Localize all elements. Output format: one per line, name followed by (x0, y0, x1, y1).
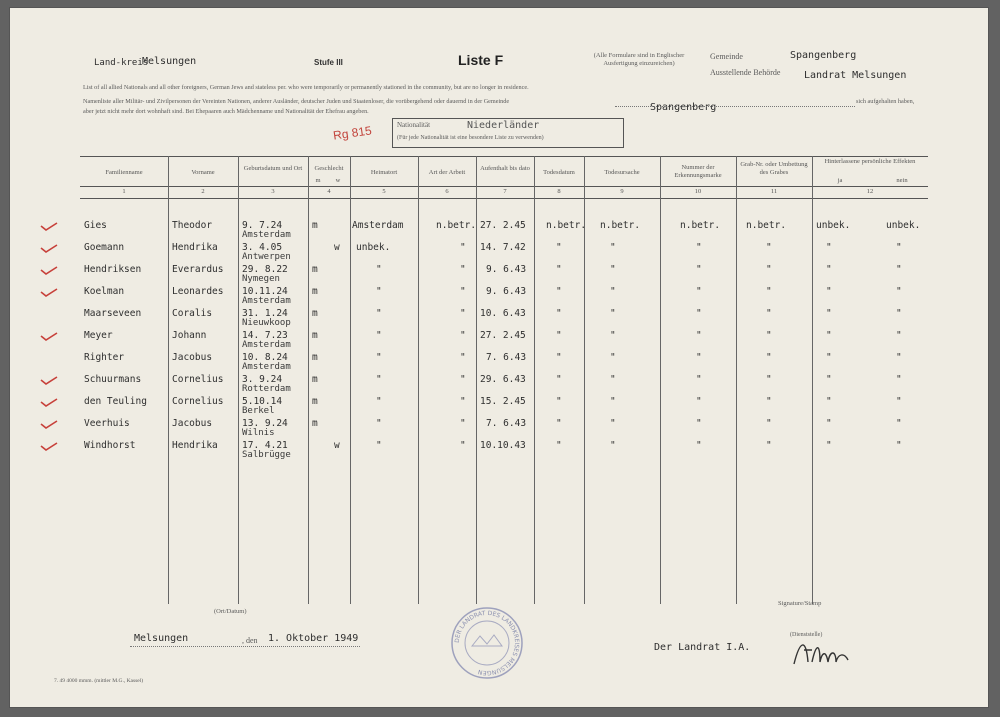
cell-death-cause: " (610, 330, 616, 341)
cell-effects-nein: " (896, 264, 902, 275)
table-row (80, 330, 928, 350)
cell-death-date: " (556, 396, 562, 407)
cell-stay: 9. 6.43 (486, 264, 527, 275)
cell-stay: 9. 6.43 (486, 286, 527, 297)
cell-work: " (460, 286, 466, 297)
cell-grave: " (766, 330, 772, 341)
cell-home: " (376, 286, 382, 297)
col-header-birth: Geburtsdatum und Ort (243, 165, 303, 172)
cell-effects-nein: " (896, 418, 902, 429)
cell-death-cause: " (610, 242, 616, 253)
red-check-icon (40, 222, 58, 232)
cell-effects-nein: " (896, 286, 902, 297)
red-check-icon (40, 376, 58, 386)
svg-text:DER LANDRAT DES LANDKREISES ME (454, 610, 520, 676)
nationality-value: Niederländer (467, 120, 540, 131)
cell-grave: " (766, 308, 772, 319)
col-number: 12 (866, 188, 874, 195)
cell-given: Jacobus (172, 352, 213, 363)
cell-birth: 10.11.24 (242, 286, 288, 297)
dienststelle-label: (Dienststelle) (790, 632, 823, 638)
col-number: 6 (445, 188, 449, 195)
cell-family: Goemann (84, 242, 125, 253)
cell-work: n.betr. (436, 220, 477, 231)
cell-death-cause: " (610, 396, 616, 407)
cell-stay: 7. 6.43 (486, 352, 527, 363)
cell-sex-m: m (312, 396, 318, 407)
cell-death-cause: " (610, 440, 616, 451)
cell-death-date: n.betr. (546, 220, 587, 231)
cell-given: Johann (172, 330, 207, 341)
cell-home: " (376, 374, 382, 385)
cell-death-cause: " (610, 418, 616, 429)
cell-home: unbek. (356, 242, 391, 253)
col-header-sex: Geschlecht (314, 165, 344, 172)
cell-grave: n.betr. (746, 220, 787, 231)
col-header-grave: Grab-Nr. oder Umbettung des Grabes (740, 161, 808, 176)
col-number: 3 (271, 188, 275, 195)
cell-death-date: " (556, 440, 562, 451)
cell-sex-m: m (312, 418, 318, 429)
cell-given: Leonardes (172, 286, 224, 297)
cell-given: Everardus (172, 264, 224, 275)
cell-sex-m: m (312, 264, 318, 275)
red-check-icon (40, 420, 58, 430)
cell-grave: " (766, 264, 772, 275)
cell-work: " (460, 242, 466, 253)
footer-date-prefix: , den (242, 636, 258, 645)
col-number: 4 (327, 188, 331, 195)
list-line-2-end: sich aufgehalten haben, (856, 98, 915, 105)
col-header-stay: Aufenthalt bis dato (480, 165, 530, 172)
number-row-divider (80, 198, 928, 199)
red-check-icon (40, 332, 58, 342)
cell-sex-m: m (312, 352, 318, 363)
red-check-icon (40, 442, 58, 452)
cell-given: Jacobus (172, 418, 213, 429)
cell-home: Amsterdam (352, 220, 404, 231)
cell-birth-place: Salbrügge (242, 450, 291, 460)
cell-stay: 27. 2.45 (480, 220, 526, 231)
footer-date: 1. Oktober 1949 (268, 633, 359, 644)
cell-tag: " (696, 352, 702, 363)
cell-birth-place: Amsterdam (242, 340, 291, 350)
cell-birth-place: Nieuwkoop (242, 318, 291, 328)
cell-tag: " (696, 396, 702, 407)
cell-effects-ja: " (826, 418, 832, 429)
cell-tag: " (696, 286, 702, 297)
cell-death-date: " (556, 374, 562, 385)
cell-family: Windhorst (84, 440, 136, 451)
col-header-home: Heimatort (370, 169, 398, 176)
cell-family: Maarseveen (84, 308, 142, 319)
table-row (80, 308, 928, 328)
behoerde-label: Ausstellende Behörde (710, 68, 781, 77)
cell-death-cause: " (610, 308, 616, 319)
table-top-border (80, 156, 928, 157)
cell-tag: " (696, 440, 702, 451)
cell-family: Veerhuis (84, 418, 130, 429)
cell-effects-nein: " (896, 374, 902, 385)
cell-effects-ja: " (826, 264, 832, 275)
table-row (80, 440, 928, 460)
list-line-2: Namenliste aller Militär- und Zivilpersonen der Vereinten Nationen, anderer Ausländer, deutscher Juden und Staatenloser, die vorübergehend oder dauernd in der Gemeinde (83, 98, 510, 105)
cell-birth-place: Amsterdam (242, 230, 291, 240)
cell-effects-ja: " (826, 396, 832, 407)
cell-given: Hendrika (172, 242, 218, 253)
cell-death-date: " (556, 418, 562, 429)
cell-death-date: " (556, 352, 562, 363)
cell-home: " (376, 264, 382, 275)
cell-death-cause: " (610, 374, 616, 385)
col-header-family: Familienname (105, 169, 143, 176)
cell-tag: " (696, 308, 702, 319)
cell-work: " (460, 374, 466, 385)
cell-birth-place: Antwerpen (242, 252, 291, 262)
cell-family: Gies (84, 220, 107, 231)
cell-effects-nein: unbek. (886, 220, 921, 231)
official-stamp (450, 606, 524, 680)
col-number: 9 (620, 188, 624, 195)
cell-death-date: " (556, 330, 562, 341)
col-number: 2 (201, 188, 205, 195)
cell-family: Righter (84, 352, 125, 363)
col-header-given: Vorname (191, 169, 215, 176)
cell-birth-place: Nymegen (242, 274, 280, 284)
cell-birth-place: Rotterdam (242, 384, 291, 394)
cell-effects-nein: " (896, 352, 902, 363)
list-line-1: List of all allied Nationals and all other foreigners, German Jews and stateless per. who were temporarily or permanently stationed in the community, but are no longer in residence. (83, 84, 529, 91)
cell-effects-ja: " (826, 374, 832, 385)
cell-tag: " (696, 418, 702, 429)
table-row (80, 220, 928, 240)
cell-birth-place: Wilnis (242, 428, 275, 438)
nationality-note: (Für jede Nationalität ist eine besondere Liste zu verwenden) (397, 135, 544, 141)
cell-given: Cornelius (172, 396, 224, 407)
cell-stay: 15. 2.45 (480, 396, 526, 407)
handwritten-signature (790, 634, 860, 668)
cell-effects-ja: " (826, 308, 832, 319)
cell-home: " (376, 418, 382, 429)
col-number: 7 (503, 188, 507, 195)
handwritten-annotation: Rg 815 (332, 123, 373, 143)
cell-sex-m: m (312, 220, 318, 231)
col-header-effects-nein: nein (896, 177, 908, 184)
cell-tag: " (696, 242, 702, 253)
cell-sex-m: m (312, 374, 318, 385)
cell-effects-ja: " (826, 440, 832, 451)
document-sheet (10, 8, 988, 707)
cell-work: " (460, 308, 466, 319)
cell-birth-place: Amsterdam (242, 362, 291, 372)
cell-home: " (376, 330, 382, 341)
col-header-tag: Nummer der Erkennungsmarke (674, 164, 722, 179)
footer-date-underline (130, 646, 360, 647)
page-title: Liste F (458, 52, 504, 68)
cell-work: " (460, 440, 466, 451)
cell-birth: 14. 7.23 (242, 330, 288, 341)
kreis-value: Melsungen (142, 56, 197, 67)
cell-birth: 17. 4.21 (242, 440, 288, 451)
list-line-2-value: Spangenberg (650, 102, 717, 113)
cell-sex-w: w (334, 242, 340, 253)
red-check-icon (40, 266, 58, 276)
cell-family: Hendriksen (84, 264, 142, 275)
cell-home: " (376, 396, 382, 407)
persons-table (80, 156, 928, 604)
cell-effects-nein: " (896, 330, 902, 341)
red-check-icon (40, 288, 58, 298)
cell-given: Hendrika (172, 440, 218, 451)
cell-death-cause: n.betr. (600, 220, 641, 231)
cell-effects-nein: " (896, 440, 902, 451)
cell-effects-nein: " (896, 396, 902, 407)
cell-stay: 10.10.43 (480, 440, 526, 451)
print-note: 7. 49 4000 mmm. (mittler M.G., Kassel) (54, 678, 144, 684)
cell-death-cause: " (610, 352, 616, 363)
cell-tag: n.betr. (680, 220, 721, 231)
cell-birth: 31. 1.24 (242, 308, 288, 319)
cell-death-date: " (556, 264, 562, 275)
cell-home: " (376, 308, 382, 319)
col-header-sex-w: w (335, 177, 341, 184)
cell-work: " (460, 330, 466, 341)
cell-grave: " (766, 440, 772, 451)
cell-death-cause: " (610, 286, 616, 297)
cell-tag: " (696, 264, 702, 275)
cell-home: " (376, 440, 382, 451)
cell-birth-place: Amsterdam (242, 296, 291, 306)
cell-stay: 14. 7.42 (480, 242, 526, 253)
cell-effects-nein: " (896, 242, 902, 253)
cell-sex-m: m (312, 308, 318, 319)
red-check-icon (40, 398, 58, 408)
cell-given: Theodor (172, 220, 213, 231)
cell-tag: " (696, 330, 702, 341)
col-number: 1 (122, 188, 126, 195)
cell-tag: " (696, 374, 702, 385)
stufe-label: Stufe III (314, 58, 343, 67)
cell-grave: " (766, 286, 772, 297)
cell-grave: " (766, 374, 772, 385)
cell-sex-w: w (334, 440, 340, 451)
nationality-label: Nationalität (397, 121, 431, 129)
list-line-2-underline (615, 106, 855, 107)
signer: Der Landrat I.A. (654, 642, 751, 653)
table-row (80, 264, 928, 284)
header-divider (80, 186, 928, 187)
cell-given: Cornelius (172, 374, 224, 385)
col-number: 10 (694, 188, 702, 195)
cell-stay: 29. 6.43 (480, 374, 526, 385)
table-row (80, 286, 928, 306)
behoerde-value: Landrat Melsungen (804, 70, 907, 81)
cell-death-date: " (556, 242, 562, 253)
table-row (80, 352, 928, 372)
col-header-work: Art der Arbeit (428, 169, 466, 176)
col-number: 5 (382, 188, 386, 195)
nationality-box (392, 118, 624, 148)
col-number: 8 (557, 188, 561, 195)
list-line-3: aber jetzt nicht mehr dort wohnhaft sind. Bei Ehepaaren auch Mädchenname und Nationalität der Ehefrau angeben. (83, 108, 369, 115)
gemeinde-value: Spangenberg (790, 50, 857, 61)
title-note: (Alle Formulare sind in Englischer Ausfertigung einzureichen) (593, 52, 685, 67)
col-header-effects-ja: ja (837, 177, 843, 184)
cell-birth: 29. 8.22 (242, 264, 288, 275)
col-header-death-cause: Todesursache (604, 169, 640, 176)
cell-birth: 3. 9.24 (242, 374, 283, 385)
col-number: 11 (770, 188, 778, 195)
cell-given: Coralis (172, 308, 213, 319)
cell-stay: 10. 6.43 (480, 308, 526, 319)
table-row (80, 418, 928, 438)
cell-birth: 10. 8.24 (242, 352, 288, 363)
cell-birth-place: Berkel (242, 406, 275, 416)
cell-work: " (460, 396, 466, 407)
cell-grave: " (766, 396, 772, 407)
cell-effects-ja: " (826, 242, 832, 253)
cell-effects-ja: unbek. (816, 220, 851, 231)
cell-grave: " (766, 352, 772, 363)
red-check-icon (40, 244, 58, 254)
table-row (80, 374, 928, 394)
footer-place: Melsungen (134, 633, 189, 644)
cell-home: " (376, 352, 382, 363)
cell-sex-m: m (312, 330, 318, 341)
table-row (80, 242, 928, 262)
cell-death-date: " (556, 286, 562, 297)
cell-sex-m: m (312, 286, 318, 297)
kreis-prefix: Land-kreis (94, 58, 149, 68)
gemeinde-label: Gemeinde (710, 52, 743, 61)
col-header-sex-m: m (315, 177, 321, 184)
cell-effects-nein: " (896, 308, 902, 319)
cell-stay: 7. 6.43 (486, 418, 527, 429)
cell-work: " (460, 264, 466, 275)
cell-work: " (460, 418, 466, 429)
cell-effects-ja: " (826, 286, 832, 297)
cell-family: Koelman (84, 286, 125, 297)
cell-birth: 5.10.14 (242, 396, 283, 407)
cell-effects-ja: " (826, 330, 832, 341)
cell-death-cause: " (610, 264, 616, 275)
cell-grave: " (766, 242, 772, 253)
cell-birth: 3. 4.05 (242, 242, 283, 253)
signature-label: Signature/Stamp (778, 600, 822, 607)
cell-death-date: " (556, 308, 562, 319)
ort-datum-label: (Ort/Datum) (214, 608, 247, 615)
stamp-text: DER LANDRAT DES LANDKREISES MELSUNGEN (453, 609, 521, 677)
cell-stay: 27. 2.45 (480, 330, 526, 341)
cell-birth: 13. 9.24 (242, 418, 288, 429)
cell-family: Meyer (84, 330, 113, 341)
cell-effects-ja: " (826, 352, 832, 363)
cell-family: Schuurmans (84, 374, 142, 385)
col-header-effects: Hinterlassene persönliche Effekten (824, 158, 916, 165)
cell-birth: 9. 7.24 (242, 220, 283, 231)
cell-family: den Teuling (84, 396, 147, 407)
cell-grave: " (766, 418, 772, 429)
table-row (80, 396, 928, 416)
cell-work: " (460, 352, 466, 363)
col-header-death-date: Todesdatum (543, 169, 575, 176)
